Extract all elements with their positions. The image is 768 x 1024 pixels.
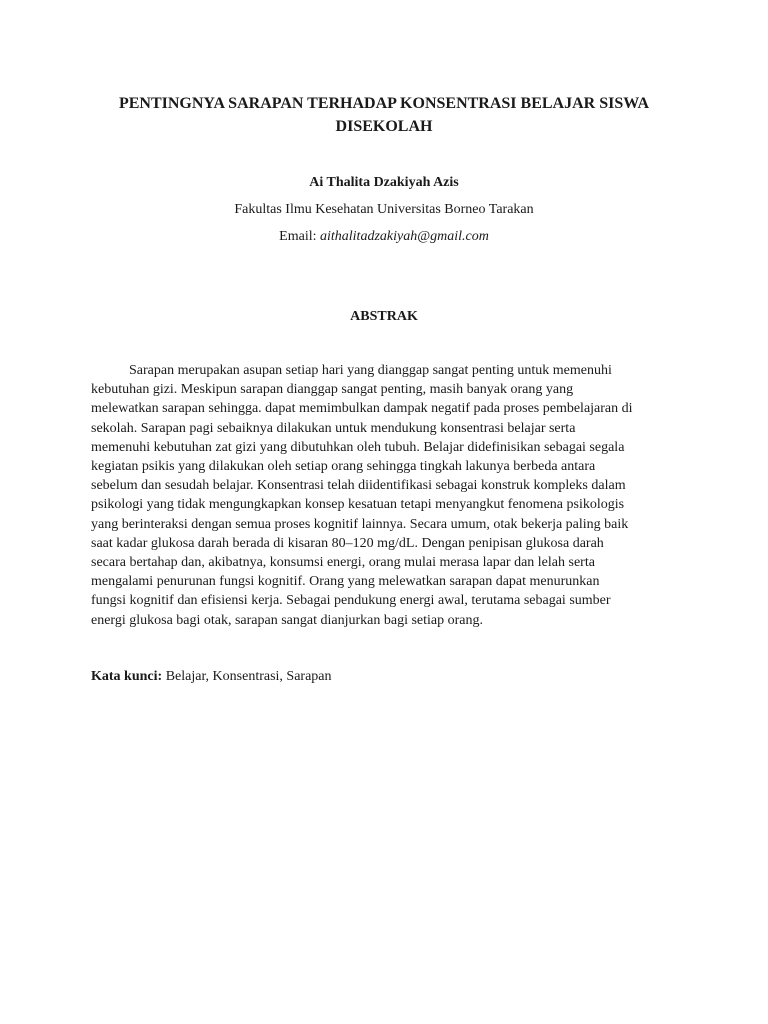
abstract-line: saat kadar glukosa darah berada di kisaran 80–120 mg/dL. Dengan penipisan glukosa darah	[91, 535, 604, 551]
author-email	[60, 228, 708, 246]
abstract-line: sebelum dan sesudah belajar. Konsentrasi telah diidentifikasi sebagai konstruk kompleks dalam	[91, 478, 626, 494]
abstract-line: kegiatan psikis yang dilakukan oleh setiap orang sehingga tingkah lakunya berbeda antara	[91, 459, 596, 475]
keywords-value: Belajar, Konsentrasi, Sarapan	[165, 669, 332, 684]
abstract-line: sekolah. Sarapan pagi sebaiknya dilakukan untuk mendukung konsentrasi belajar serta	[91, 420, 576, 436]
email-label: Email:	[279, 229, 317, 244]
author-affiliation: Fakultas Ilmu Kesehatan Universitas Borneo Tarakan	[234, 202, 534, 217]
abstract-line: psikologi yang tidak mengungkapkan konsep kesatuan tetapi menyangkut fenomena psikologis	[91, 497, 625, 513]
abstract-line: kebutuhan gizi. Meskipun sarapan dianggap sangat penting, masih banyak orang yang	[91, 382, 574, 398]
title-line: DISEKOLAH	[335, 118, 433, 135]
author-name: Ai Thalita Dzakiyah Azis	[309, 175, 459, 190]
keywords-label: Kata kunci:	[91, 669, 163, 684]
abstract-line: memenuhi kebutuhan zat gizi yang dibutuhkan oleh tubuh. Belajar didefinisikan sebagai segala	[91, 439, 625, 455]
abstract-line: energi glukosa bagi otak, sarapan sangat dianjurkan bagi setiap orang.	[91, 612, 484, 628]
abstract-line: mengalami penurunan fungsi kognitif. Orang yang melewatkan sarapan dapat menurunkan	[91, 574, 600, 590]
abstract-line: secara bertahap dan, akibatnya, konsumsi energi, orang mulai merasa lapar dan lelah serta	[91, 555, 595, 571]
abstract-body	[91, 361, 681, 630]
abstract-heading: ABSTRAK	[350, 309, 418, 324]
abstract-line: Sarapan merupakan asupan setiap hari yang dianggap sangat penting untuk memenuhi	[129, 363, 612, 378]
abstract-line: melewatkan sarapan sehingga. dapat memimbulkan dampak negatif pada proses pembelajaran di	[91, 401, 633, 417]
paper-title	[60, 92, 708, 138]
abstract-line: fungsi kognitif dan efisiensi kerja. Sebagai pendukung energi awal, terutama sebagai sumber	[91, 593, 611, 609]
keywords	[91, 668, 691, 686]
abstract-line: yang berinteraksi dengan semua proses kognitif lainnya. Secara umum, otak bekerja paling baik	[91, 516, 629, 532]
title-line: PENTINGNYA SARAPAN TERHADAP KONSENTRASI BELAJAR SISWA	[118, 95, 650, 112]
email-address: aithalitadzakiyah@gmail.com	[320, 229, 489, 244]
